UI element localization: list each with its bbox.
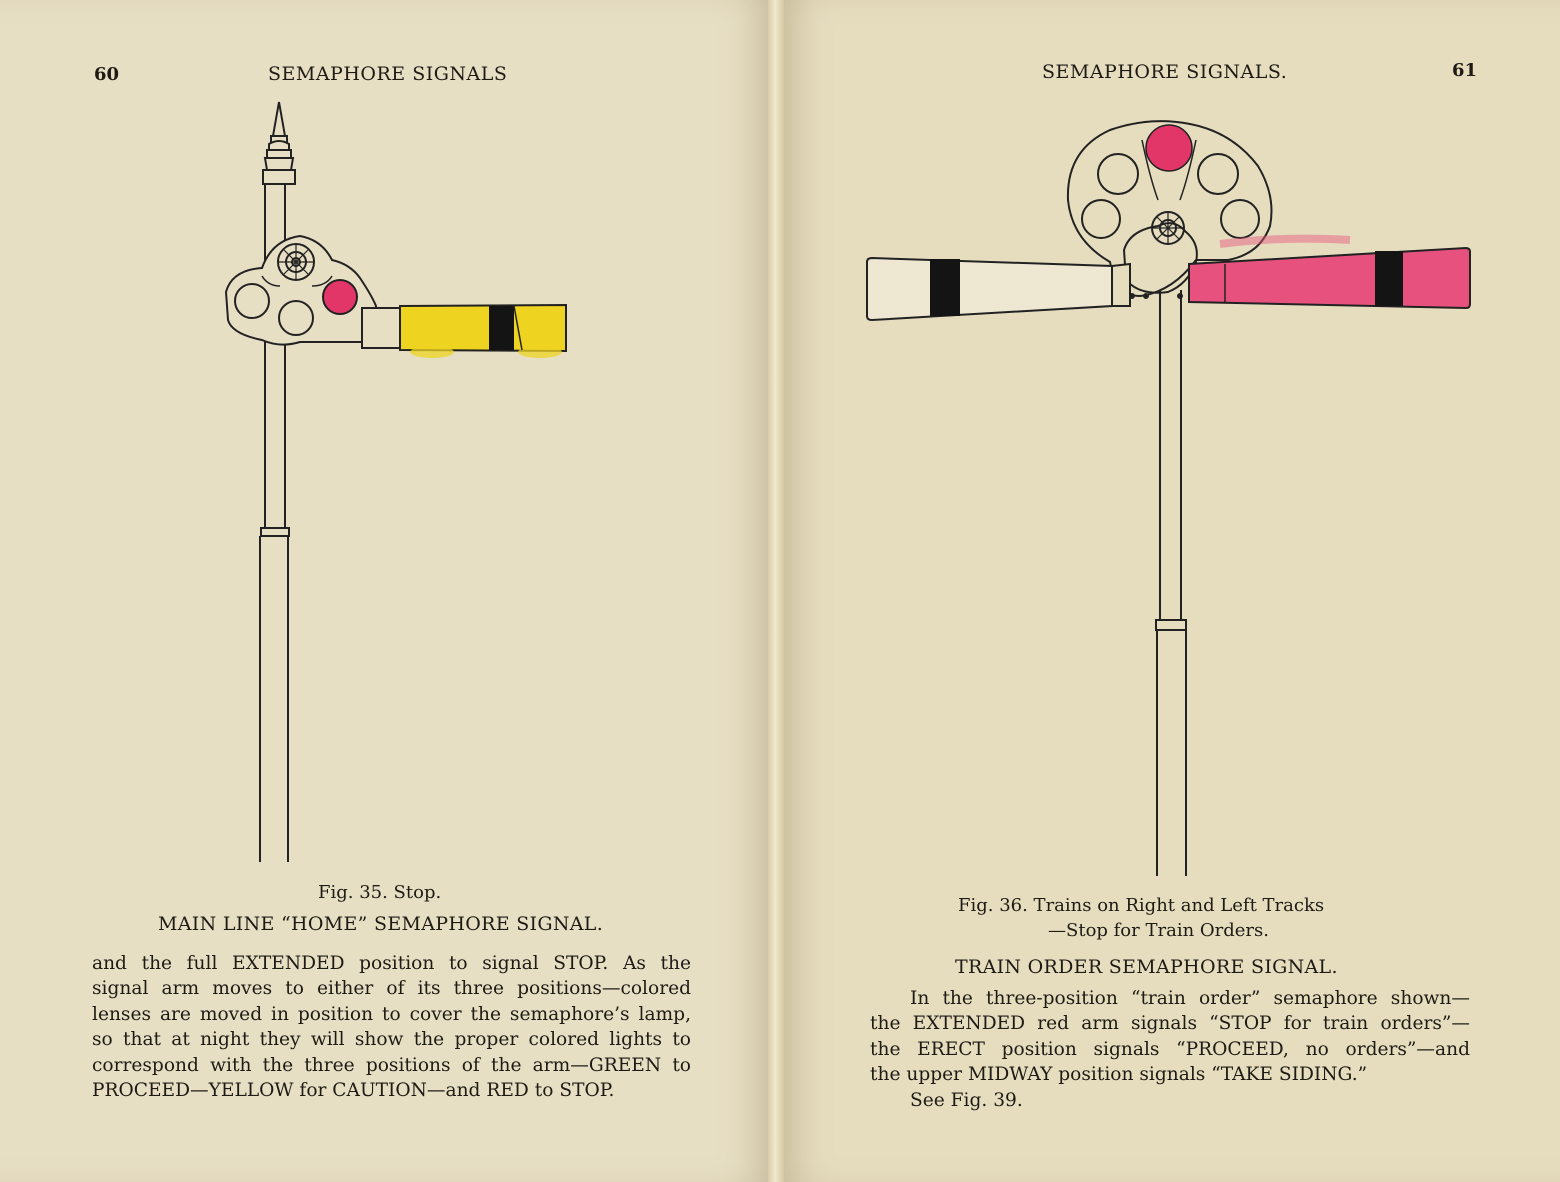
right-body-line: the ERECT position signals “PROCEED, no orders”—and: [870, 1038, 1470, 1060]
left-body-line: correspond with the three positions of the arm—GREEN to: [92, 1054, 691, 1076]
fig36-caption-line2: —Stop for Train Orders.: [1048, 920, 1269, 941]
right-body-line: the EXTENDED red arm signals “STOP for train orders”—: [870, 1013, 1470, 1035]
right-body-line: See Fig. 39.: [910, 1089, 1023, 1111]
right-body-paragraph: [870, 986, 1470, 1113]
left-body-line: so that at night they will show the proper colored lights to: [92, 1029, 691, 1051]
right-arm-black-band: [1375, 251, 1403, 306]
fig35-caption: Fig. 35. Stop.: [318, 882, 442, 903]
left-page-number: 60: [94, 64, 120, 85]
fig36-caption-line1: Fig. 36. Trains on Right and Left Tracks: [958, 895, 1325, 916]
left-running-head: SEMAPHORE SIGNALS: [268, 63, 508, 85]
right-running-head: SEMAPHORE SIGNALS.: [1042, 61, 1288, 83]
left-body-paragraph: [92, 951, 691, 1103]
red-lens: [1146, 125, 1192, 171]
left-body-line: PROCEED—YELLOW for CAUTION—and RED to STOP.: [92, 1080, 615, 1102]
right-page-number: 61: [1452, 60, 1478, 81]
left-body-line: and the full EXTENDED position to signal STOP. As the: [92, 953, 691, 974]
right-body-line: the upper MIDWAY position signals “TAKE SIDING.”: [870, 1064, 1368, 1086]
fig35-title: MAIN LINE “HOME” SEMAPHORE SIGNAL.: [158, 913, 604, 935]
right-body-line: In the three-position “train order” semaphore shown—: [910, 988, 1470, 1009]
left-body-line: signal arm moves to either of its three positions—colored: [92, 978, 691, 1000]
fig36-title: TRAIN ORDER SEMAPHORE SIGNAL.: [955, 956, 1338, 978]
left-arm-black-band: [930, 259, 960, 316]
left-body-line: lenses are moved in position to cover the semaphore’s lamp,: [92, 1003, 691, 1025]
